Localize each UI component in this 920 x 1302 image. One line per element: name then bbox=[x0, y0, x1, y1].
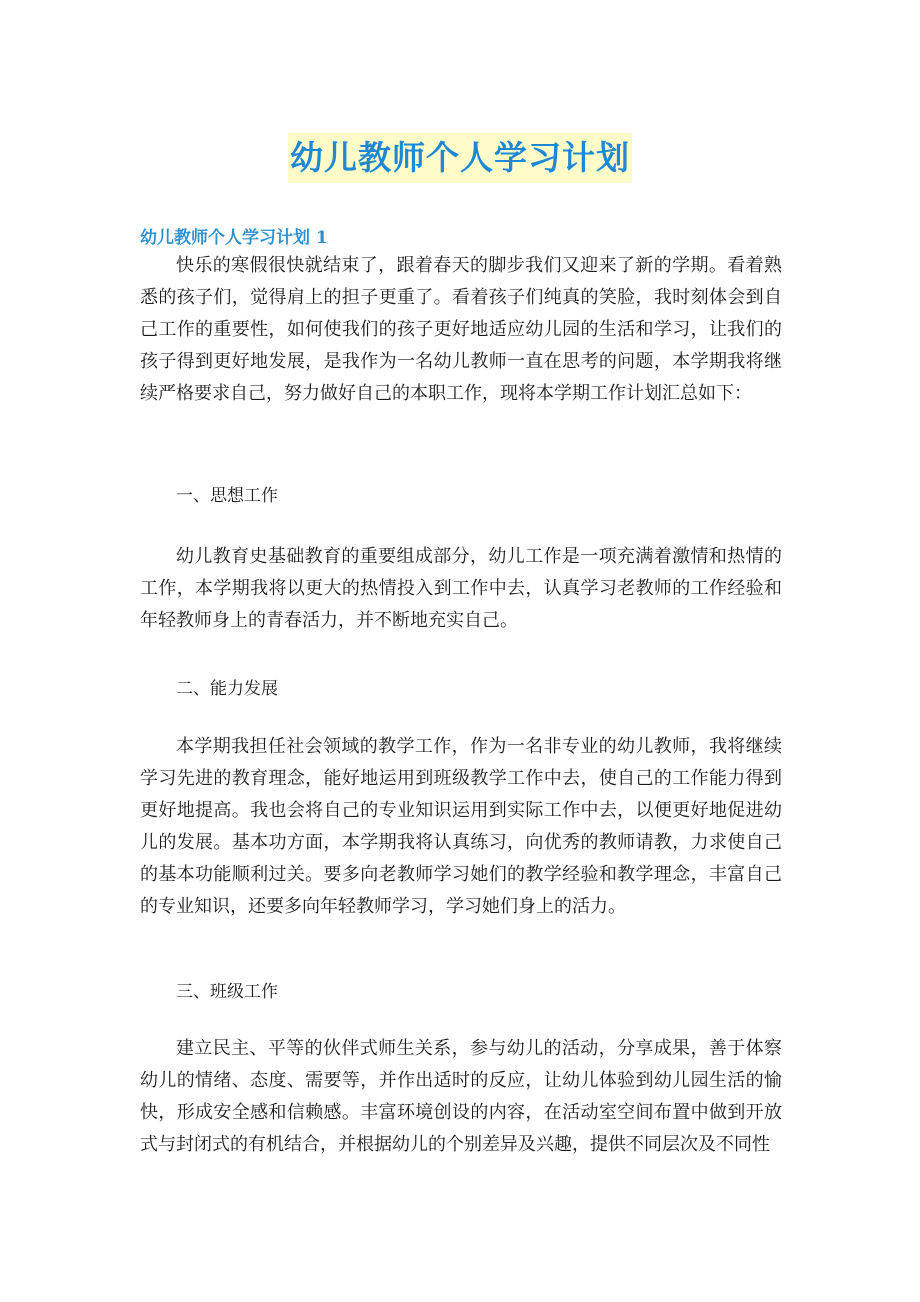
section-body-class: 建立民主、平等的伙伴式师生关系，参与幼儿的活动，分享成果，善于体察幼儿的情绪、态度、需要等，并作出适时的反应，让幼儿体验到幼儿园生活的愉快，形成安全感和信赖感。丰富环境创设的内容，在活动室空间布置中做到开放式与封闭式的有机结合，并根据幼儿的个别差异及兴趣，提供不同层次及不同性 bbox=[140, 1038, 782, 1155]
section-heading-class: 三、班级工作 bbox=[176, 982, 278, 1002]
section-heading-ability: 二、能力发展 bbox=[176, 679, 278, 699]
title-wrapper bbox=[0, 133, 920, 183]
section-body-thought: 幼儿教育史基础教育的重要组成部分，幼儿工作是一项充满着激情和热情的工作，本学期我将以更大的热情投入到工作中去，认真学习老教师的工作经验和年轻教师身上的青春活力，并不断地充实自己。 bbox=[140, 546, 782, 631]
section-body-ability: 本学期我担任社会领域的教学工作，作为一名非专业的幼儿教师，我将继续学习先进的教育理念，能好地运用到班级教学工作中去，使自己的工作能力得到更好地提高。我也会将自己的专业知识运用到实际工作中去，以便更好地促进幼儿的发展。基本功方面，本学期我将认真练习，向优秀的教师请教，力求使自己的基本功能顺利过关。要多向老教师学习她们的教学经验和教学理念，丰富自己的专业知识，还要多向年轻教师学习，学习她们身上的活力。 bbox=[140, 736, 782, 917]
section-subtitle: 幼儿教师个人学习计划 1 bbox=[140, 228, 328, 248]
section-heading-thought: 一、思想工作 bbox=[176, 486, 278, 506]
intro-paragraph: 快乐的寒假很快就结束了，跟着春天的脚步我们又迎来了新的学期。看着熟悉的孩子们，觉得肩上的担子更重了。看着孩子们纯真的笑脸，我时刻体会到自己工作的重要性，如何使我们的孩子更好地适应幼儿园的生活和学习，让我们的孩子得到更好地发展，是我作为一名幼儿教师一直在思考的问题，本学期我将继续严格要求自己，努力做好自己的本职工作，现将本学期工作计划汇总如下： bbox=[140, 255, 782, 404]
page-title: 幼儿教师个人学习计划 bbox=[288, 133, 632, 183]
